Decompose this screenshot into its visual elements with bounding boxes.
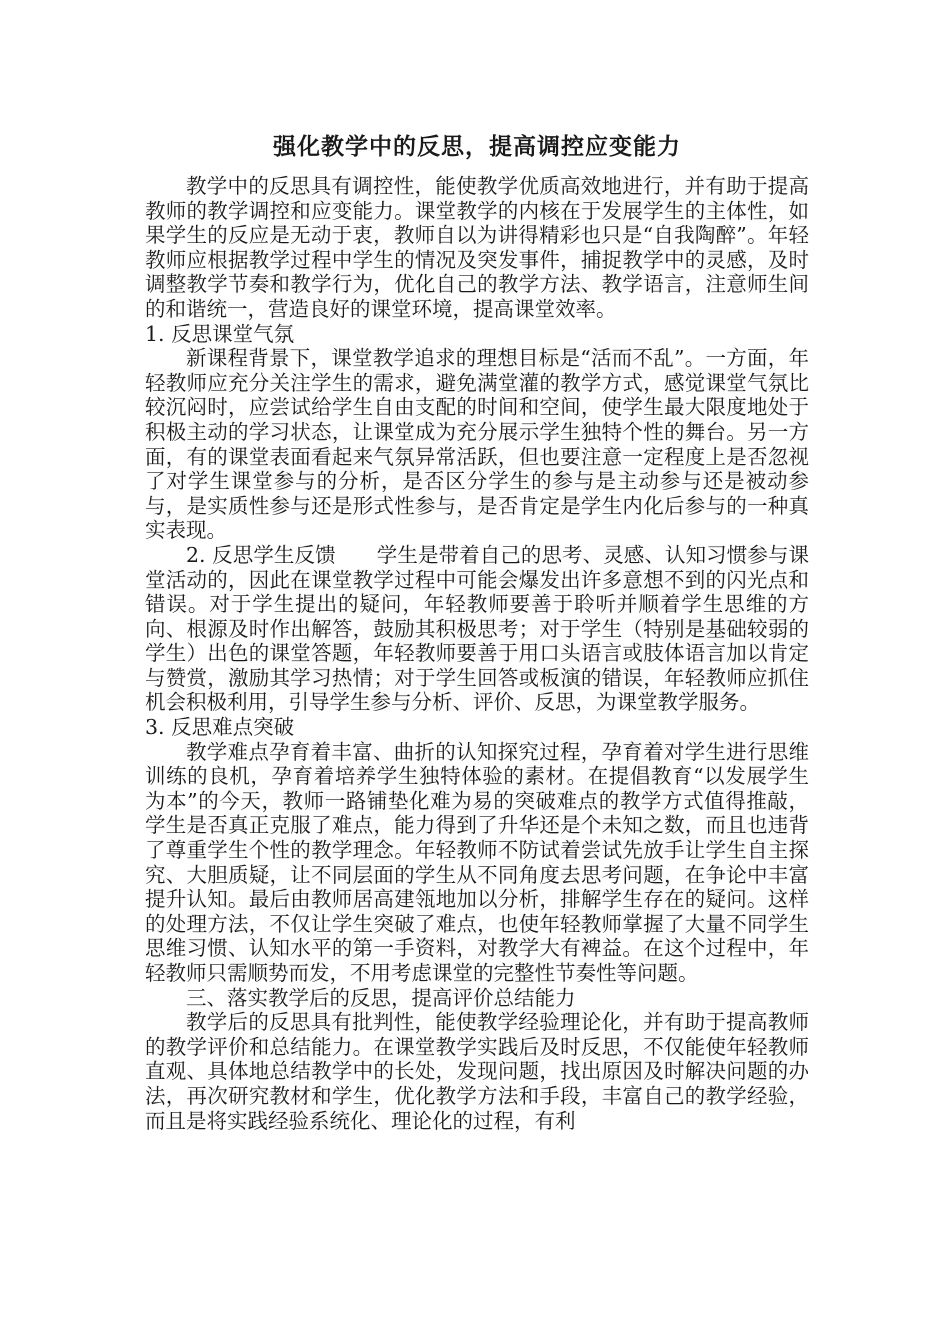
section3-heading: 3. 反思难点突破 [145,715,295,740]
document-content [145,132,809,1133]
section1-paragraph: 新课程背景下，课堂教学追求的理想目标是“活而不乱”。一方面，年轻教师应充分关注学生的需求，避免满堂灌的教学方式，感觉课堂气氛比较沉闷时，应尝试给学生自由支配的时间和空间，使学生最大限度地处于积极主动的学习状态，让课堂成为充分展示学生独特个性的舞台。另一方面，有的课堂表面看起来气氛异常活跃，但也要注意一定程度上是否忽视了对学生课堂参与的分析，是否区分学生的参与是主动参与还是被动参与，是实质性参与还是形式性参与，是否肯定是学生内化后参与的一种真实表现。 [145,346,809,543]
section2-body: 学生是带着自己的思考、灵感、认知习惯参与课堂活动的，因此在课堂教学过程中可能会爆发出许多意想不到的闪光点和错误。对于学生提出的疑问，年轻教师要善于聆听并顺着学生思维的方向、根源及时作出解答，鼓励其积极思考；对于学生（特别是基础较弱的学生）出色的课堂答题，年轻教师要善于用口头语言或肢体语言加以肯定与赞赏，激励其学习热情；对于学生回答或板演的错误，年轻教师应抓住机会积极利用，引导学生参与分析、评价、反思，为课堂教学服务。 [145,542,810,715]
part3-paragraph: 教学后的反思具有批判性，能使教学经验理论化，并有助于提高教师的教学评价和总结能力。在课堂教学实践后及时反思，不仅能使年轻教师直观、具体地总结教学中的长处，发现问题，找出原因及时解决问题的办法，再次研究教材和学生，优化教学方法和手段，丰富自己的教学经验，而且是将实践经验系统化、理论化的过程，有利 [145,1010,809,1133]
section3-paragraph: 教学难点孕育着丰富、曲折的认知探究过程，孕育着对学生进行思维训练的良机，孕育着培养学生独特体验的素材。在提倡教育“以发展学生为本”的今天，教师一路铺垫化难为易的突破难点的教学方式值得推敲，学生是否真正克服了难点，能力得到了升华还是个未知之数，而且也违背了尊重学生个性的教学理念。年轻教师不防试着尝试先放手让学生自主探究、大胆质疑，让不同层面的学生从不同角度去思考问题，在争论中丰富提升认知。最后由教师居高建瓴地加以分析，排解学生存在的疑问。这样的处理方法，不仅让学生突破了难点，也使年轻教师掌握了大量不同学生思维习惯、认知水平的第一手资料，对教学大有裨益。在这个过程中，年轻教师只需顺势而发，不用考虑课堂的完整性节奏性等问题。 [145,739,809,985]
section1-heading: 1. 反思课堂气氛 [145,321,295,346]
part3-heading: 三、落实教学后的反思，提高评价总结能力 [186,985,576,1010]
section2-heading: 2. 反思学生反馈 [186,542,336,567]
section2-gap [336,543,377,567]
intro-paragraph: 教学中的反思具有调控性，能使教学优质高效地进行，并有助于提高教师的教学调控和应变能力。课堂教学的内核在于发展学生的主体性，如果学生的反应是无动于衷，教师自以为讲得精彩也只是“自我陶醉”。年轻教师应根据教学过程中学生的情况及突发事件，捕捉教学中的灵感，及时调整教学节奏和教学行为，优化自己的教学方法、教学语言，注意师生间的和谐统一，营造良好的课堂环境，提高课堂效率。 [145,174,809,321]
document-title: 强化教学中的反思，提高调控应变能力 [273,134,681,160]
section2-paragraph [145,543,809,715]
